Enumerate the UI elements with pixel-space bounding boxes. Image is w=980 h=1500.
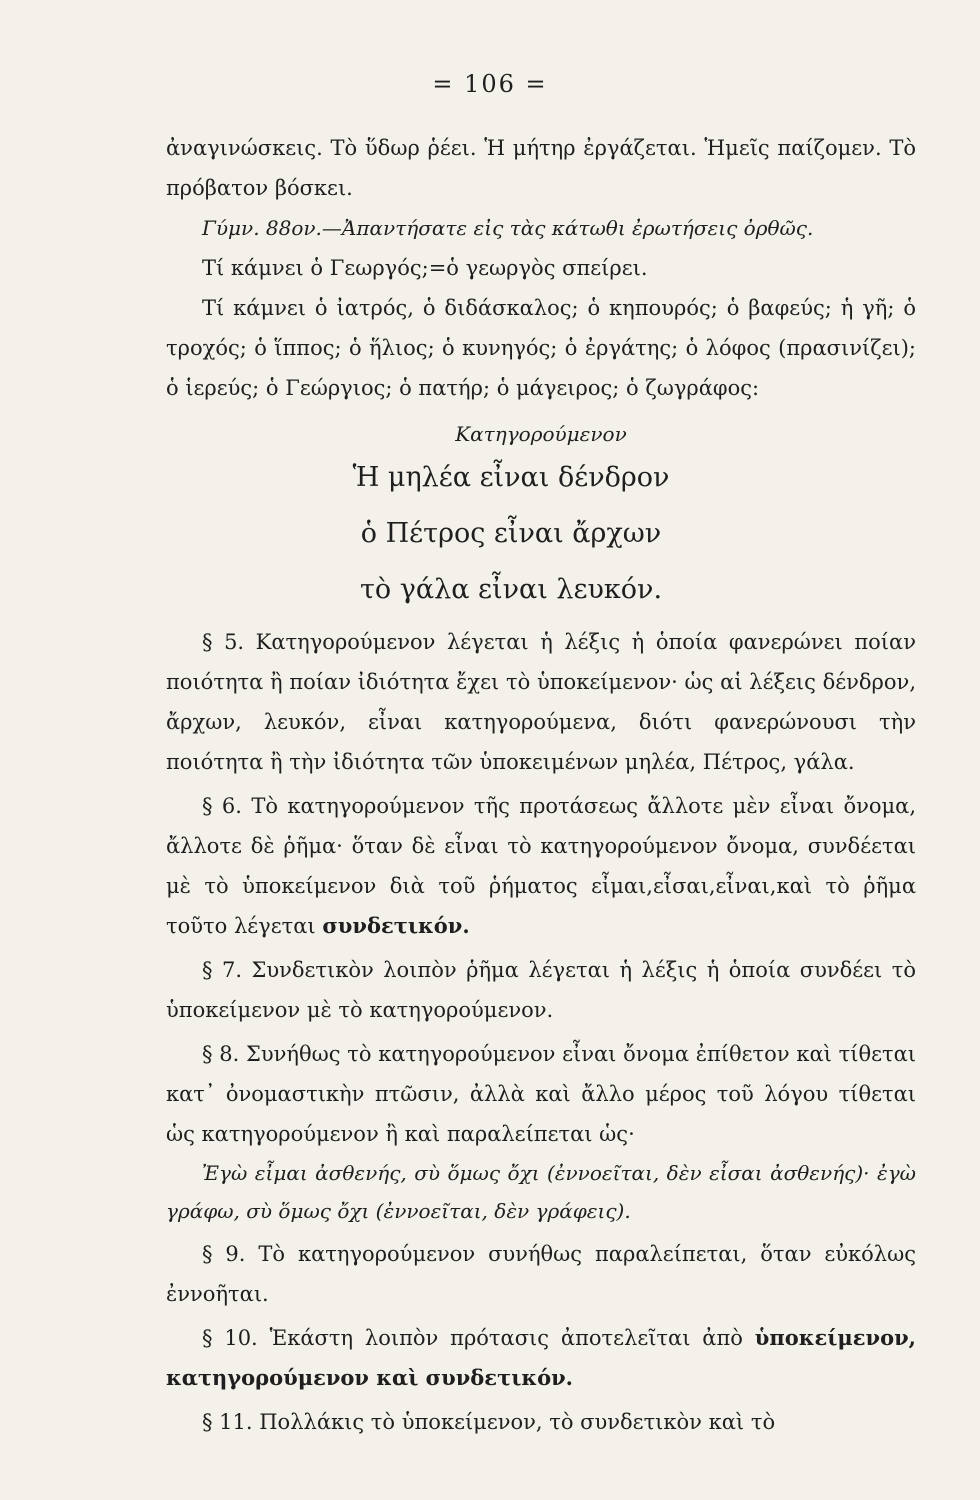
paragraph-6-text: § 6. Τὸ κατηγορούμενον τῆς προτάσεως ἄλλοτε μὲν εἶναι ὄνομα, ἄλλοτε δὲ ῥῆμα· ὅταν δὲ εἶναι τὸ κατηγορούμενον ὄνομα, συνδέεται μὲ τὸ ὑποκείμενον διὰ τοῦ ῥήματος εἶμαι,εἶσαι,εἶναι,καὶ τὸ ῥῆμα τοῦτο λέγεται bbox=[166, 794, 916, 938]
paragraph-10-text: § 10. Ἑκάστη λοιπὸν πρότασις ἀποτελεῖται ἀπὸ bbox=[202, 1326, 743, 1350]
example-line: τὸ γάλα εἶναι λευκόν. bbox=[359, 574, 663, 605]
example-line: Ἡ μηλέα εἶναι δένδρον bbox=[352, 462, 670, 493]
intro-text: ἀναγινώσκεις. Τὸ ὕδωρ ῥέει. Ἡ μήτηρ ἐργάζεται. Ἡμεῖς παίζομεν. Τὸ πρόβατον βόσκει. bbox=[166, 136, 916, 200]
paragraph-10-emphasis: ὑποκείμενον, κατηγορούμενον καὶ συνδετικόν. bbox=[166, 1325, 916, 1390]
paragraph-11: § 11. Πολλάκις τὸ ὑποκείμενον, τὸ συνδετικὸν καὶ τὸ bbox=[202, 1410, 776, 1434]
exercise-heading: Γύμν. 88ον.—Ἀπαντήσατε εἰς τὰς κάτωθι ἐρωτήσεις ὀρθῶς. bbox=[202, 216, 814, 240]
paragraph-7: § 7. Συνδετικὸν λοιπὸν ῥῆμα λέγεται ἡ λέξις ἡ ὁποία συνδέει τὸ ὑποκείμενον μὲ τὸ κατηγορούμενον. bbox=[166, 958, 916, 1022]
example-line: ὁ Πέτρος εἶναι ἄρχων bbox=[360, 518, 662, 549]
exercise-question-1: Τί κάμνει ὁ Γεωργός;=ὁ γεωργὸς σπείρει. bbox=[202, 256, 648, 280]
example-sentences bbox=[166, 454, 916, 614]
exercise-question-2: Τί κάμνει ὁ ἰατρός, ὁ διδάσκαλος; ὁ κηπουρός; ὁ βαφεύς; ἡ γῆ; ὁ τροχός; ὁ ἵππος; ὁ ἥλιος; ὁ κυνηγός; ὁ ἐργάτης; ὁ λόφος (πρασινίζει); ὁ ἱερεύς; ὁ Γεώργιος; ὁ πατήρ; ὁ μάγειρος; ὁ ζωγράφος: bbox=[166, 296, 916, 400]
paragraph-8-example: Ἐγὼ εἶμαι ἀσθενής, σὺ ὅμως ὄχι (ἐννοεῖται, δὲν εἶσαι ἀσθενής)· ἐγὼ γράφω, σὺ ὅμως ὄχι (ἐννοεῖται, δὲν γράφεις). bbox=[166, 1161, 916, 1223]
paragraph-6 bbox=[166, 786, 916, 946]
paragraph-5: § 5. Κατηγορούμενον λέγεται ἡ λέξις ἡ ὁποία φανερώνει ποίαν ποιότητα ἢ ποίαν ἰδιότητα ἔχει τὸ ὑποκείμενον· ὡς αἱ λέξεις δένδρον, ἄρχων, λευκόν, εἶναι κατηγορούμενα, διότι φανερώνουσι τὴν ποιότητα ἢ τὴν ἰδιότητα τῶν ὑποκειμένων μηλέα, Πέτρος, γάλα. bbox=[166, 630, 916, 774]
paragraph-8: § 8. Συνήθως τὸ κατηγορούμενον εἶναι ὄνομα ἐπίθετον καὶ τίθεται κατ᾽ ὀνομαστικὴν πτῶσιν, ἀλλὰ καὶ ἄλλο μέρος τοῦ λόγου τίθεται ὡς κατηγορούμενον ἢ καὶ παραλείπεται ὡς· bbox=[166, 1042, 916, 1146]
page-content bbox=[166, 128, 916, 1442]
paragraph-9: § 9. Τὸ κατηγορούμενον συνήθως παραλείπεται, ὅταν εὐκόλως ἐννοῆται. bbox=[166, 1242, 916, 1306]
paragraph-10 bbox=[166, 1318, 916, 1398]
page-number: = 106 = bbox=[432, 70, 548, 98]
paragraph-6-term: συνδετικόν. bbox=[322, 913, 470, 938]
section-heading: Κατηγορούμενον bbox=[455, 422, 627, 446]
